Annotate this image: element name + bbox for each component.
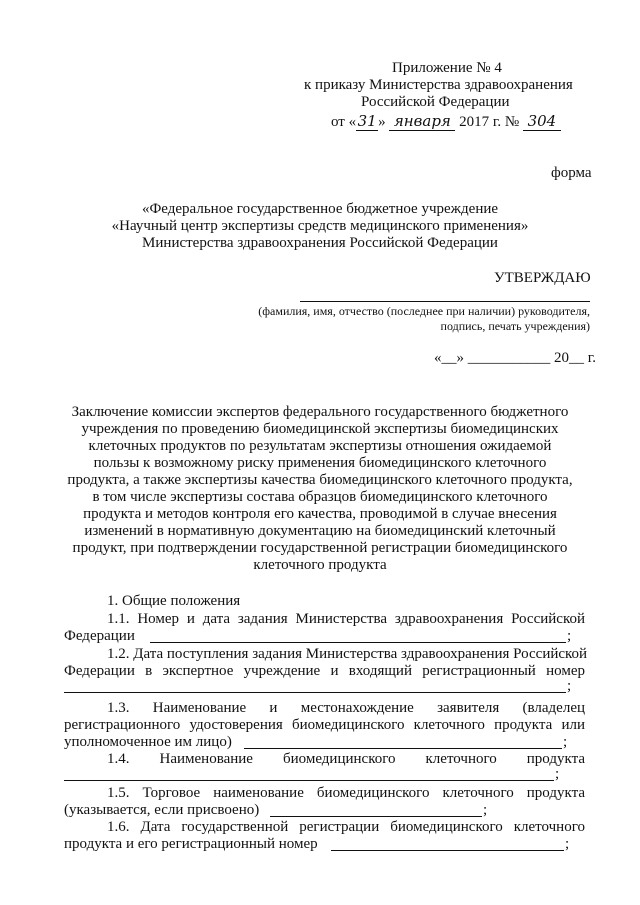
annex-date-month: января xyxy=(389,113,455,131)
conclusion-title-line: продукта и методов контроля его качества, проводимой в случае внесения xyxy=(83,506,557,522)
conclusion-title-line: изменений в нормативную документацию на биомедицинский клеточный xyxy=(84,523,556,539)
conclusion-title-line: Заключение комиссии экспертов федерального государственного бюджетного xyxy=(71,404,569,420)
item-1-3-semicolon: ; xyxy=(563,734,568,750)
conclusion-title-line: учреждения по проведению биомедицинской экспертизы биомедицинских xyxy=(81,421,559,437)
item-1-4-semicolon: ; xyxy=(555,766,560,782)
org-line-1: «Федеральное государственное бюджетное учреждение xyxy=(141,201,499,217)
annex-date-mid: » xyxy=(378,114,386,130)
item-1-5-line-1: 1.5. Торговое наименование биомедицинского клеточного продукта xyxy=(107,785,585,801)
item-1-3-line-1: 1.3. Наименование и местонахождение заявителя (владелец xyxy=(107,700,585,716)
item-1-3-fill-line xyxy=(244,748,562,749)
annex-line-1: Приложение № 4 xyxy=(392,60,502,76)
annex-date-prefix: от « xyxy=(331,114,357,130)
org-line-2: «Научный центр экспертизы средств медицинского применения» xyxy=(111,218,529,234)
item-1-1-line-1: 1.1. Номер и дата задания Министерства здравоохранения Российской xyxy=(107,611,585,627)
conclusion-title xyxy=(60,404,580,574)
conclusion-title-line: продукт, при подтверждении государственной регистрации биомедицинского xyxy=(72,540,568,556)
annex-line-3: Российской Федерации xyxy=(361,94,510,110)
form-label: форма xyxy=(551,165,592,181)
item-1-2-semicolon: ; xyxy=(567,678,572,694)
item-1-5-semicolon: ; xyxy=(483,802,488,818)
approve-signature-line xyxy=(300,301,590,302)
item-1-2-line-2: Федерации в экспертное учреждение и входящий регистрационный номер xyxy=(64,663,585,679)
item-1-3-line-2: регистрационного удостоверения биомедицинского клеточного продукта или xyxy=(64,717,585,733)
item-1-5-fill-line xyxy=(270,816,482,817)
conclusion-title-line: пользы к возможному риску применения биомедицинского клеточного xyxy=(93,455,547,471)
section-1-heading: 1. Общие положения xyxy=(107,593,241,609)
item-1-3-line-3: уполномоченное им лицо) xyxy=(64,734,232,750)
item-1-6-line-1: 1.6. Дата государственной регистрации биомедицинского клеточного xyxy=(107,819,585,835)
item-1-5-line-2: (указывается, если присвоено) xyxy=(64,802,260,818)
item-1-2-line-1: 1.2. Дата поступления задания Министерства здравоохранения Российской xyxy=(107,646,588,662)
annex-date-day: 31 xyxy=(357,112,377,130)
annex-order-number: 304 xyxy=(523,113,561,131)
item-1-2-fill-line xyxy=(64,692,566,693)
item-1-1-fill-line xyxy=(150,642,566,643)
item-1-6-line-2: продукта и его регистрационный номер xyxy=(64,836,318,852)
approve-date-line: «__» ___________ 20__ г. xyxy=(434,350,596,366)
item-1-4-line-1: 1.4. Наименование биомедицинского клеточного продукта xyxy=(107,751,585,767)
conclusion-title-line: клеточных продуктов по результатам экспертизы отношения ожидаемой xyxy=(88,438,552,454)
approve-hint-2: подпись, печать учреждения) xyxy=(440,319,590,333)
annex-date-year: 2017 г. № xyxy=(459,114,520,130)
approve-hint-1: (фамилия, имя, отчество (последнее при наличии) руководителя, xyxy=(258,304,590,318)
org-line-3: Министерства здравоохранения Российской Федерации xyxy=(142,235,498,251)
conclusion-title-line: клеточного продукта xyxy=(253,557,387,573)
conclusion-title-line: в том числе экспертизы состава образцов биомедицинского клеточного xyxy=(92,489,548,505)
item-1-4-fill-line xyxy=(64,780,554,781)
conclusion-title-line: продукта, а также экспертизы качества биомедицинского клеточного продукта, xyxy=(67,472,573,488)
item-1-1-line-2: Федерации xyxy=(64,628,135,644)
annex-line-2: к приказу Министерства здравоохранения xyxy=(304,77,573,93)
item-1-6-fill-line xyxy=(331,850,564,851)
annex-date-line xyxy=(331,113,561,131)
item-1-1-semicolon: ; xyxy=(567,628,572,644)
item-1-6-semicolon: ; xyxy=(565,836,570,852)
approve-title: УТВЕРЖДАЮ xyxy=(494,270,591,286)
